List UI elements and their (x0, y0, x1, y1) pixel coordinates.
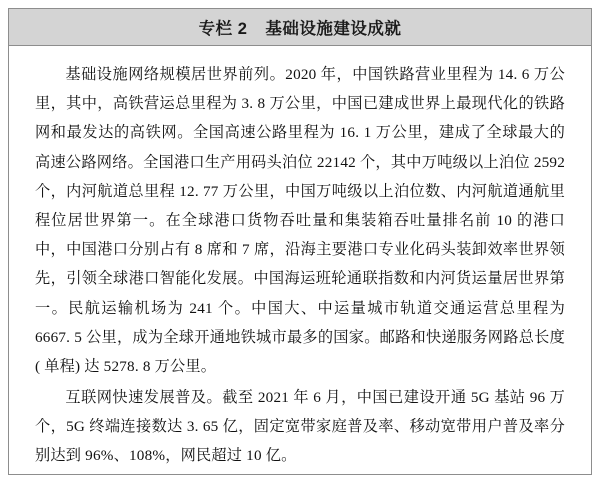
feature-box-number: 专栏 2 (198, 20, 248, 38)
paragraph-infrastructure: 基础设施网络规模居世界前列。2020 年，中国铁路营业里程为 14. 6 万公里，其中，高铁营运总里程为 3. 8 万公里，中国已建成世界上最现代化的铁路网和最发达的高铁网。全国高速公路里程为 16. 1 万公里，建成了全球最大的高速公路网络。全国港口生产用码头泊位 22142 个，其中万吨级以上泊位 2592 个，内河航道总里程 12. 77 万公里，中国万吨级以上泊位数、内河航道通航里程位居世界第一。在全球港口货物吞吐量和集装箱吞吐量排名前 10 的港口中，中国港口分别占有 8 席和 7 席，沿海主要港口专业化码头装卸效率世界领先，引领全球港口智能化发展。中国海运班轮通联指数和内河货运量居世界第一。民航运输机场为 241 个。中国大、中运量城市轨道交通运营总里程为 6667. 5 公里，成为全球开通地铁城市最多的国家。邮路和快递服务网路总长度( 单程) 达 5278. 8 万公里。 (35, 66, 565, 375)
feature-box (8, 8, 592, 475)
paragraph-internet: 互联网快速发展普及。截至 2021 年 6 月，中国已建设开通 5G 基站 96 万个，5G 终端连接数达 3. 65 亿，固定宽带家庭普及率、移动宽带用户普及率分别达到 96%、108%，网民超过 10 亿。 (35, 389, 565, 465)
feature-box-header (9, 9, 591, 46)
feature-box-title: 基础设施建设成就 (265, 20, 402, 38)
feature-box-body (9, 46, 591, 471)
